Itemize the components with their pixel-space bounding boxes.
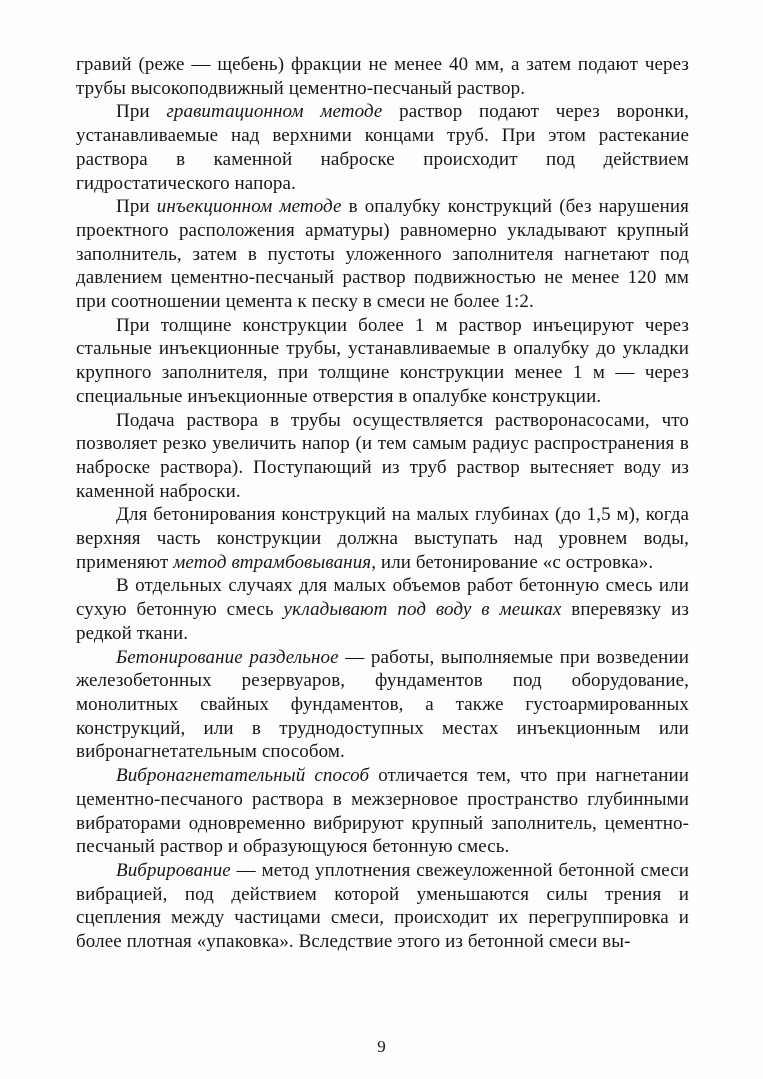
text-run: При толщине конструкции более 1 м раствор инъецируют через стальные инъекционные трубы, устанавливаемые в опалубку до укладки крупного заполнителя, при толщине конструкции менее 1 м — через специальные инъекционные отверстия в опалубке конструкции.	[76, 314, 689, 407]
text-run: в опалубку конструкций (без нарушения проектного расположения арматуры) равномерно укладывают крупный заполнитель, затем в пустоты уложенного заполнителя нагнетают под давлением цементно-песчаный раствор подвижностью не менее 120 мм при соотношении цемента к песку в смеси не более 1:2.	[76, 196, 689, 313]
paragraph-10	[76, 859, 689, 954]
paragraph-5	[76, 409, 689, 504]
italic-term: гравитационном методе	[166, 101, 383, 123]
page-text	[76, 53, 689, 954]
paragraph-3	[76, 195, 689, 314]
page-number: 9	[377, 1037, 386, 1056]
paragraph-1	[76, 53, 689, 100]
italic-term: Вибрирование	[116, 859, 231, 881]
text-run: Для бетонирования конструкций на малых глубинах (до 1,5 м), когда верхняя часть конструкции должна выступать над уровнем воды, применяют	[76, 504, 689, 573]
italic-term: Бетонирование раздельное	[116, 646, 339, 668]
paragraph-9	[76, 764, 689, 859]
paragraph-4	[76, 314, 689, 409]
paragraph-6	[76, 503, 689, 574]
text-run: В отдельных случаях для малых объемов работ бетонную смесь или сухую бетонную смесь	[76, 575, 689, 621]
text-run: — метод уплотнения свежеуложенной бетонной смеси вибрацией, под действием которой уменьшаются силы трения и сцепления между частицами смеси, происходит их перегруппировка и более плотная «упаковка». Вследствие этого из бетонной смеси вы-	[76, 859, 689, 953]
text-run: При	[116, 196, 157, 218]
paragraph-2	[76, 100, 689, 195]
italic-term: инъекционном методе	[156, 196, 342, 218]
text-run: , или бетонирование «с островка».	[371, 551, 654, 573]
text-run: гравий (реже — щебень) фракции не менее 40 мм, а затем подают через трубы высокоподвижный цементно-песчаный раствор.	[76, 54, 689, 99]
paragraph-8	[76, 646, 689, 765]
italic-term: укладывают под воду в мешках	[283, 599, 562, 621]
paragraph-7	[76, 574, 689, 645]
text-run: При	[116, 101, 167, 123]
text-run: — работы, выполняемые при возведении железобетонных резервуаров, фундаментов под оборудование, монолитных свайных фундаментов, а также густоармированных конструкций, или в труднодоступных местах инъекционным или вибронагнетательным способом.	[76, 646, 689, 763]
text-run: Подача раствора в трубы осуществляется растворонасосами, что позволяет резко увеличить напор (и тем самым радиус распространения в наброске раствора). Поступающий из труб раствор вытесняет воду из каменной наброски.	[76, 409, 689, 502]
italic-term: Вибронагнетательный способ	[116, 765, 370, 787]
text-run: отличается тем, что при нагнетании цементно-песчаного раствора в межзерновое пространство глубинными вибраторами одновременно вибрируют крупный заполнитель, цементно-песчаный раствор и образующуюся бетонную смесь.	[76, 765, 690, 858]
text-run: раствор подают через воронки, устанавливаемые над верхними концами труб. При этом растекание раствора в каменной наброске происходит под действием гидростатического напора.	[76, 101, 689, 194]
italic-term: метод втрамбовывания	[173, 551, 372, 573]
text-run: вперевязку из редкой ткани.	[76, 599, 689, 644]
